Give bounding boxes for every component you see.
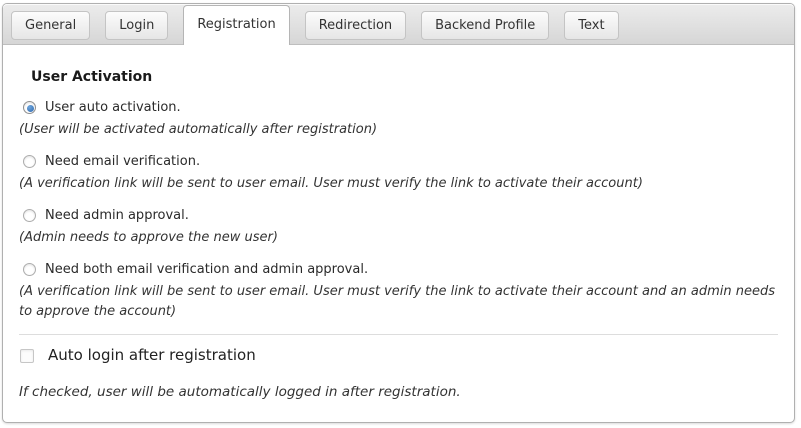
settings-panel	[2, 3, 795, 423]
radio-label[interactable]: User auto activation.	[45, 100, 181, 115]
radio-option-email-verification	[19, 154, 778, 194]
radio-button-email-and-admin[interactable]	[23, 263, 36, 276]
radio-label[interactable]: Need email verification.	[45, 154, 201, 169]
radio-button-auto-activation[interactable]	[23, 101, 36, 114]
radio-description: (Admin needs to approve the new user)	[19, 230, 278, 245]
radio-row	[23, 154, 778, 169]
radio-option-admin-approval	[19, 208, 778, 248]
tab-login[interactable]: Login	[105, 11, 168, 40]
tab-bar	[3, 4, 794, 45]
auto-login-label[interactable]: Auto login after registration	[48, 346, 256, 364]
tab-general[interactable]: General	[11, 11, 90, 40]
auto-login-description: If checked, user will be automatically logged in after registration.	[19, 384, 461, 400]
auto-login-checkbox[interactable]	[20, 349, 34, 363]
radio-description: (User will be activated automatically after registration)	[19, 122, 378, 137]
radio-row	[23, 208, 778, 223]
section-heading: User Activation	[31, 69, 153, 85]
auto-login-row	[20, 347, 778, 364]
tab-text[interactable]: Text	[564, 11, 618, 40]
radio-label[interactable]: Need both email verification and admin approval.	[45, 262, 369, 277]
tab-content-registration	[3, 69, 794, 401]
radio-button-admin-approval[interactable]	[23, 209, 36, 222]
radio-button-email-verification[interactable]	[23, 155, 36, 168]
radio-description: (A verification link will be sent to user email. User must verify the link to activate their account)	[19, 176, 643, 191]
tab-redirection[interactable]: Redirection	[305, 11, 406, 40]
radio-description: (A verification link will be sent to user email. User must verify the link to activate their account and an admin needs to approve the account)	[19, 284, 776, 319]
radio-option-email-and-admin	[19, 262, 778, 322]
radio-row	[23, 262, 778, 277]
section-divider	[19, 334, 778, 335]
tab-registration[interactable]: Registration	[183, 5, 289, 45]
radio-option-auto-activation	[19, 100, 778, 140]
radio-row	[23, 100, 778, 115]
radio-label[interactable]: Need admin approval.	[45, 208, 189, 223]
tab-backend-profile[interactable]: Backend Profile	[421, 11, 549, 40]
